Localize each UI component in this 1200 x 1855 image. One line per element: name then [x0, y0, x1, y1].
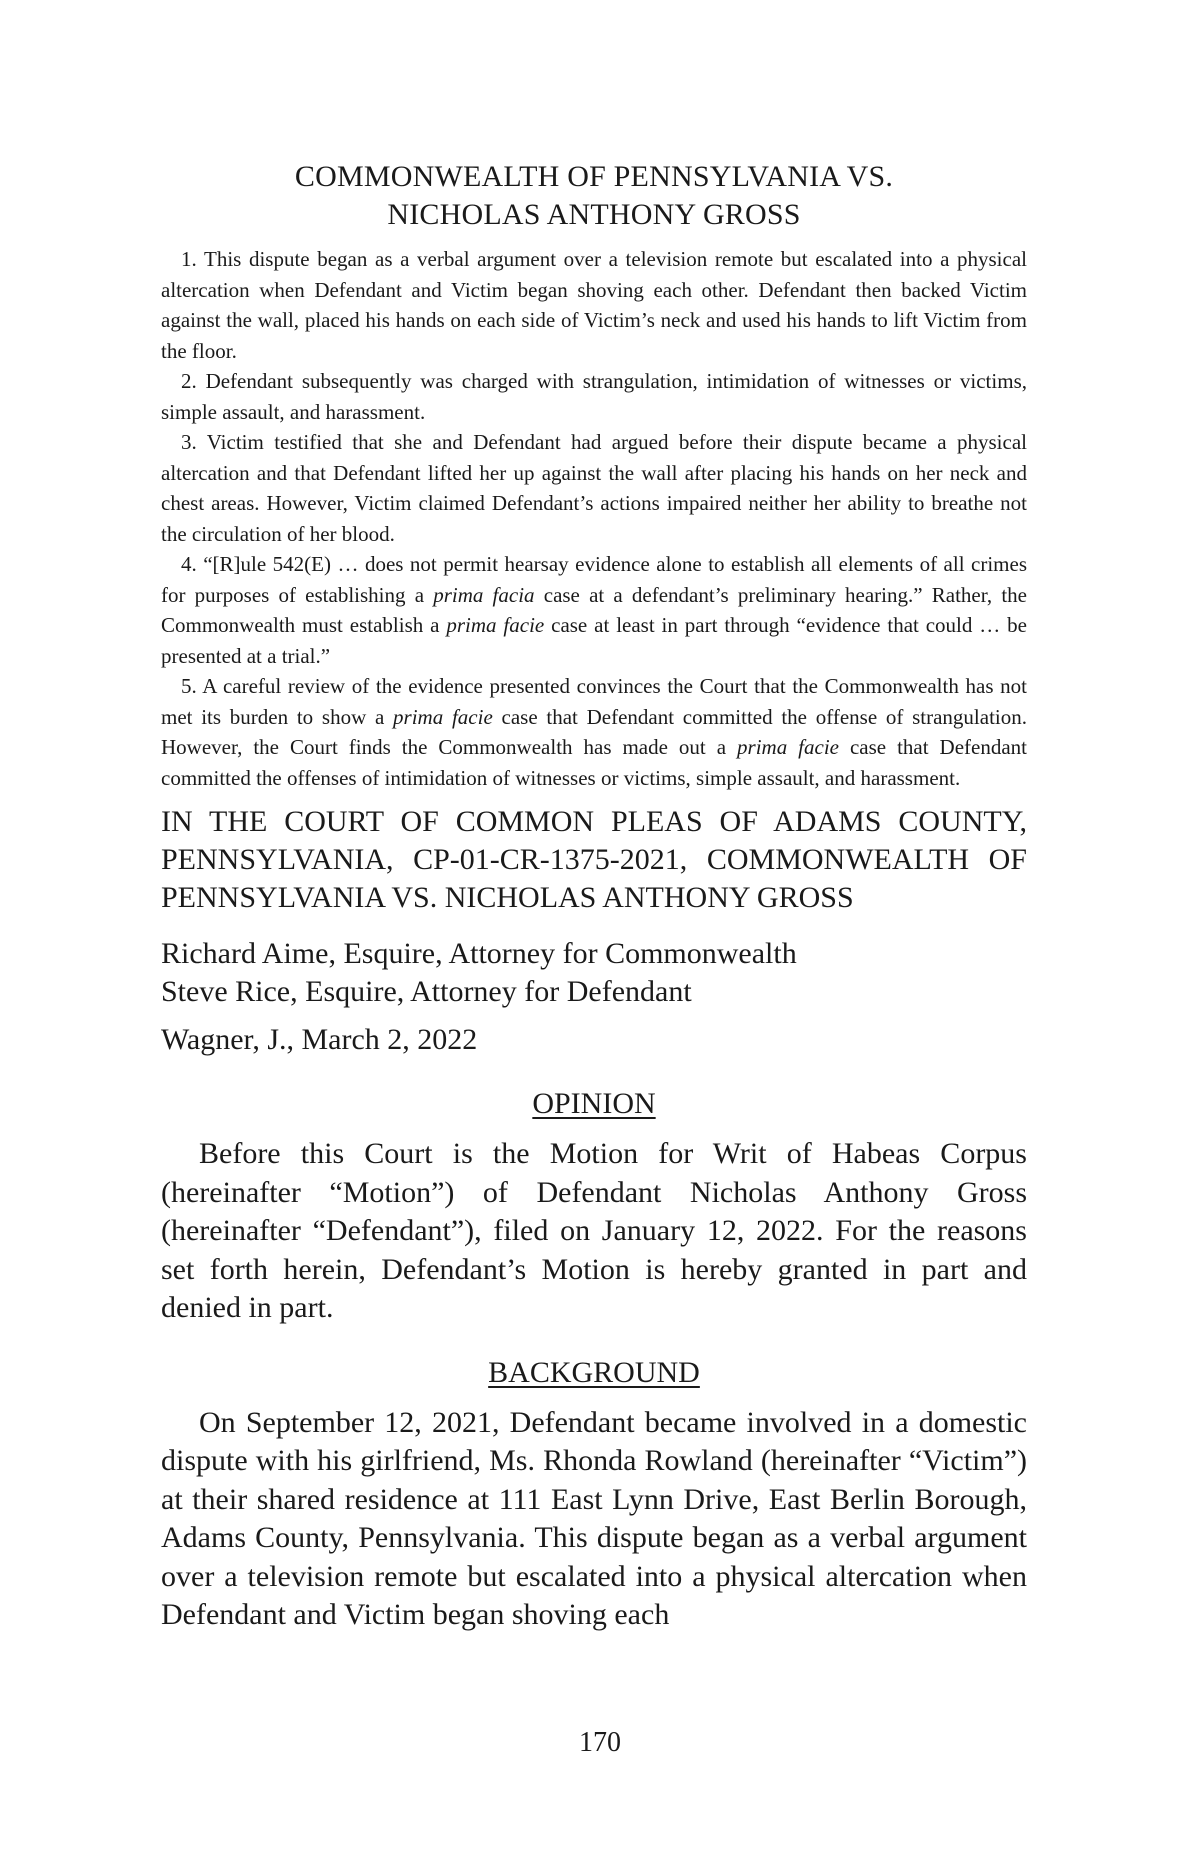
headnote-number: 1. [181, 247, 197, 271]
headnote-text: case that Defendant committed the offense of strangulation. However, the Court finds the Commonwealth has made out a [161, 704, 1027, 759]
headnote-number: 4. [181, 552, 197, 576]
document-page [161, 158, 1027, 1635]
headnote-italic-term: prima facie [737, 735, 839, 759]
case-title-line-1: COMMONWEALTH OF PENNSYLVANIA VS. [294, 160, 894, 193]
headnote-4 [161, 549, 1027, 671]
headnote-number: 2. [181, 369, 197, 393]
headnote-text: This dispute began as a verbal argument over a television remote but escalated into a physical altercation when Defendant and Victim began shoving each other. Defendant then backed Victim against the wall, placed his hands on each side of Victim’s neck and used his hands to lift Victim from the floor. [161, 247, 1027, 363]
background-paragraph: On September 12, 2021, Defendant became involved in a domestic dispute with his girlfriend, Ms. Rhonda Rowland (hereinafter “Victim”) at their shared residence at 111 East Lynn Drive, East Berlin Borough, Adams County, Pennsylvania. This dispute began as a verbal argument over a television remote but escalated into a physical altercation when Defendant and Victim began shoving each [161, 1405, 1027, 1631]
headnote-text: case at least in part through “evidence that could … be presented at a trial.” [161, 613, 1027, 668]
case-title [161, 158, 1027, 234]
opinion-paragraph: Before this Court is the Motion for Writ of Habeas Corpus (hereinafter “Motion”) of Defendant Nicholas Anthony Gross (hereinafter “Defendant”), filed on January 12, 2022. For the reasons set forth herein, Defendant’s Motion is hereby granted in part and denied in part. [161, 1137, 1027, 1324]
headnote-text: “[R]ule 542(E) … does not permit hearsay evidence alone to establish all elements of all crimes for purposes of establishing a [161, 552, 1028, 607]
headnote-italic-term: prima facia [433, 582, 535, 607]
counsel-defendant: Steve Rice, Esquire, Attorney for Defendant [161, 975, 692, 1008]
opinion-heading: OPINION [532, 1087, 656, 1120]
headnote-text: case at a defendant’s preliminary hearing.” Rather, the Commonwealth must establish a [161, 582, 1027, 637]
headnote-text: Victim testified that she and Defendant had argued before their dispute became a physical altercation and that Defendant lifted her up against the wall after placing his hands on her neck and chest areas. However, Victim claimed Defendant’s actions impaired neither her ability to breathe not the circulation of her blood. [161, 430, 1027, 546]
headnote-text: Defendant subsequently was charged with strangulation, intimidation of witnesses or victims, simple assault, and harassment. [161, 369, 1027, 424]
case-title-line-2: NICHOLAS ANTHONY GROSS [387, 198, 801, 231]
headnote-3 [161, 427, 1027, 549]
headnote-5 [161, 671, 1027, 793]
headnote-2 [161, 366, 1027, 427]
counsel-commonwealth: Richard Aime, Esquire, Attorney for Commonwealth [161, 937, 797, 970]
headnote-number: 3. [181, 430, 197, 454]
background-heading: BACKGROUND [488, 1355, 700, 1389]
court-caption: IN THE COURT OF COMMON PLEAS OF ADAMS COUNTY, PENNSYLVANIA, CP-01-CR-1375-2021, COMMONWEALTH OF PENNSYLVANIA VS. NICHOLAS ANTHONY GROSS [161, 805, 1027, 914]
headnote-italic-term: prima facie [446, 613, 545, 637]
page-number: 170 [579, 1727, 621, 1758]
headnote-text: case that Defendant committed the offenses of intimidation of witnesses or victims, simple assault, and harassment. [161, 735, 1027, 790]
headnote-1 [161, 244, 1027, 366]
headnote-text: A careful review of the evidence presented convinces the Court that the Commonwealth has not met its burden to show a [161, 674, 1027, 729]
judge-and-date: Wagner, J., March 2, 2022 [161, 1023, 478, 1056]
headnote-italic-term: prima facie [393, 704, 493, 729]
headnote-number: 5. [181, 674, 197, 698]
headnotes [161, 244, 1027, 793]
